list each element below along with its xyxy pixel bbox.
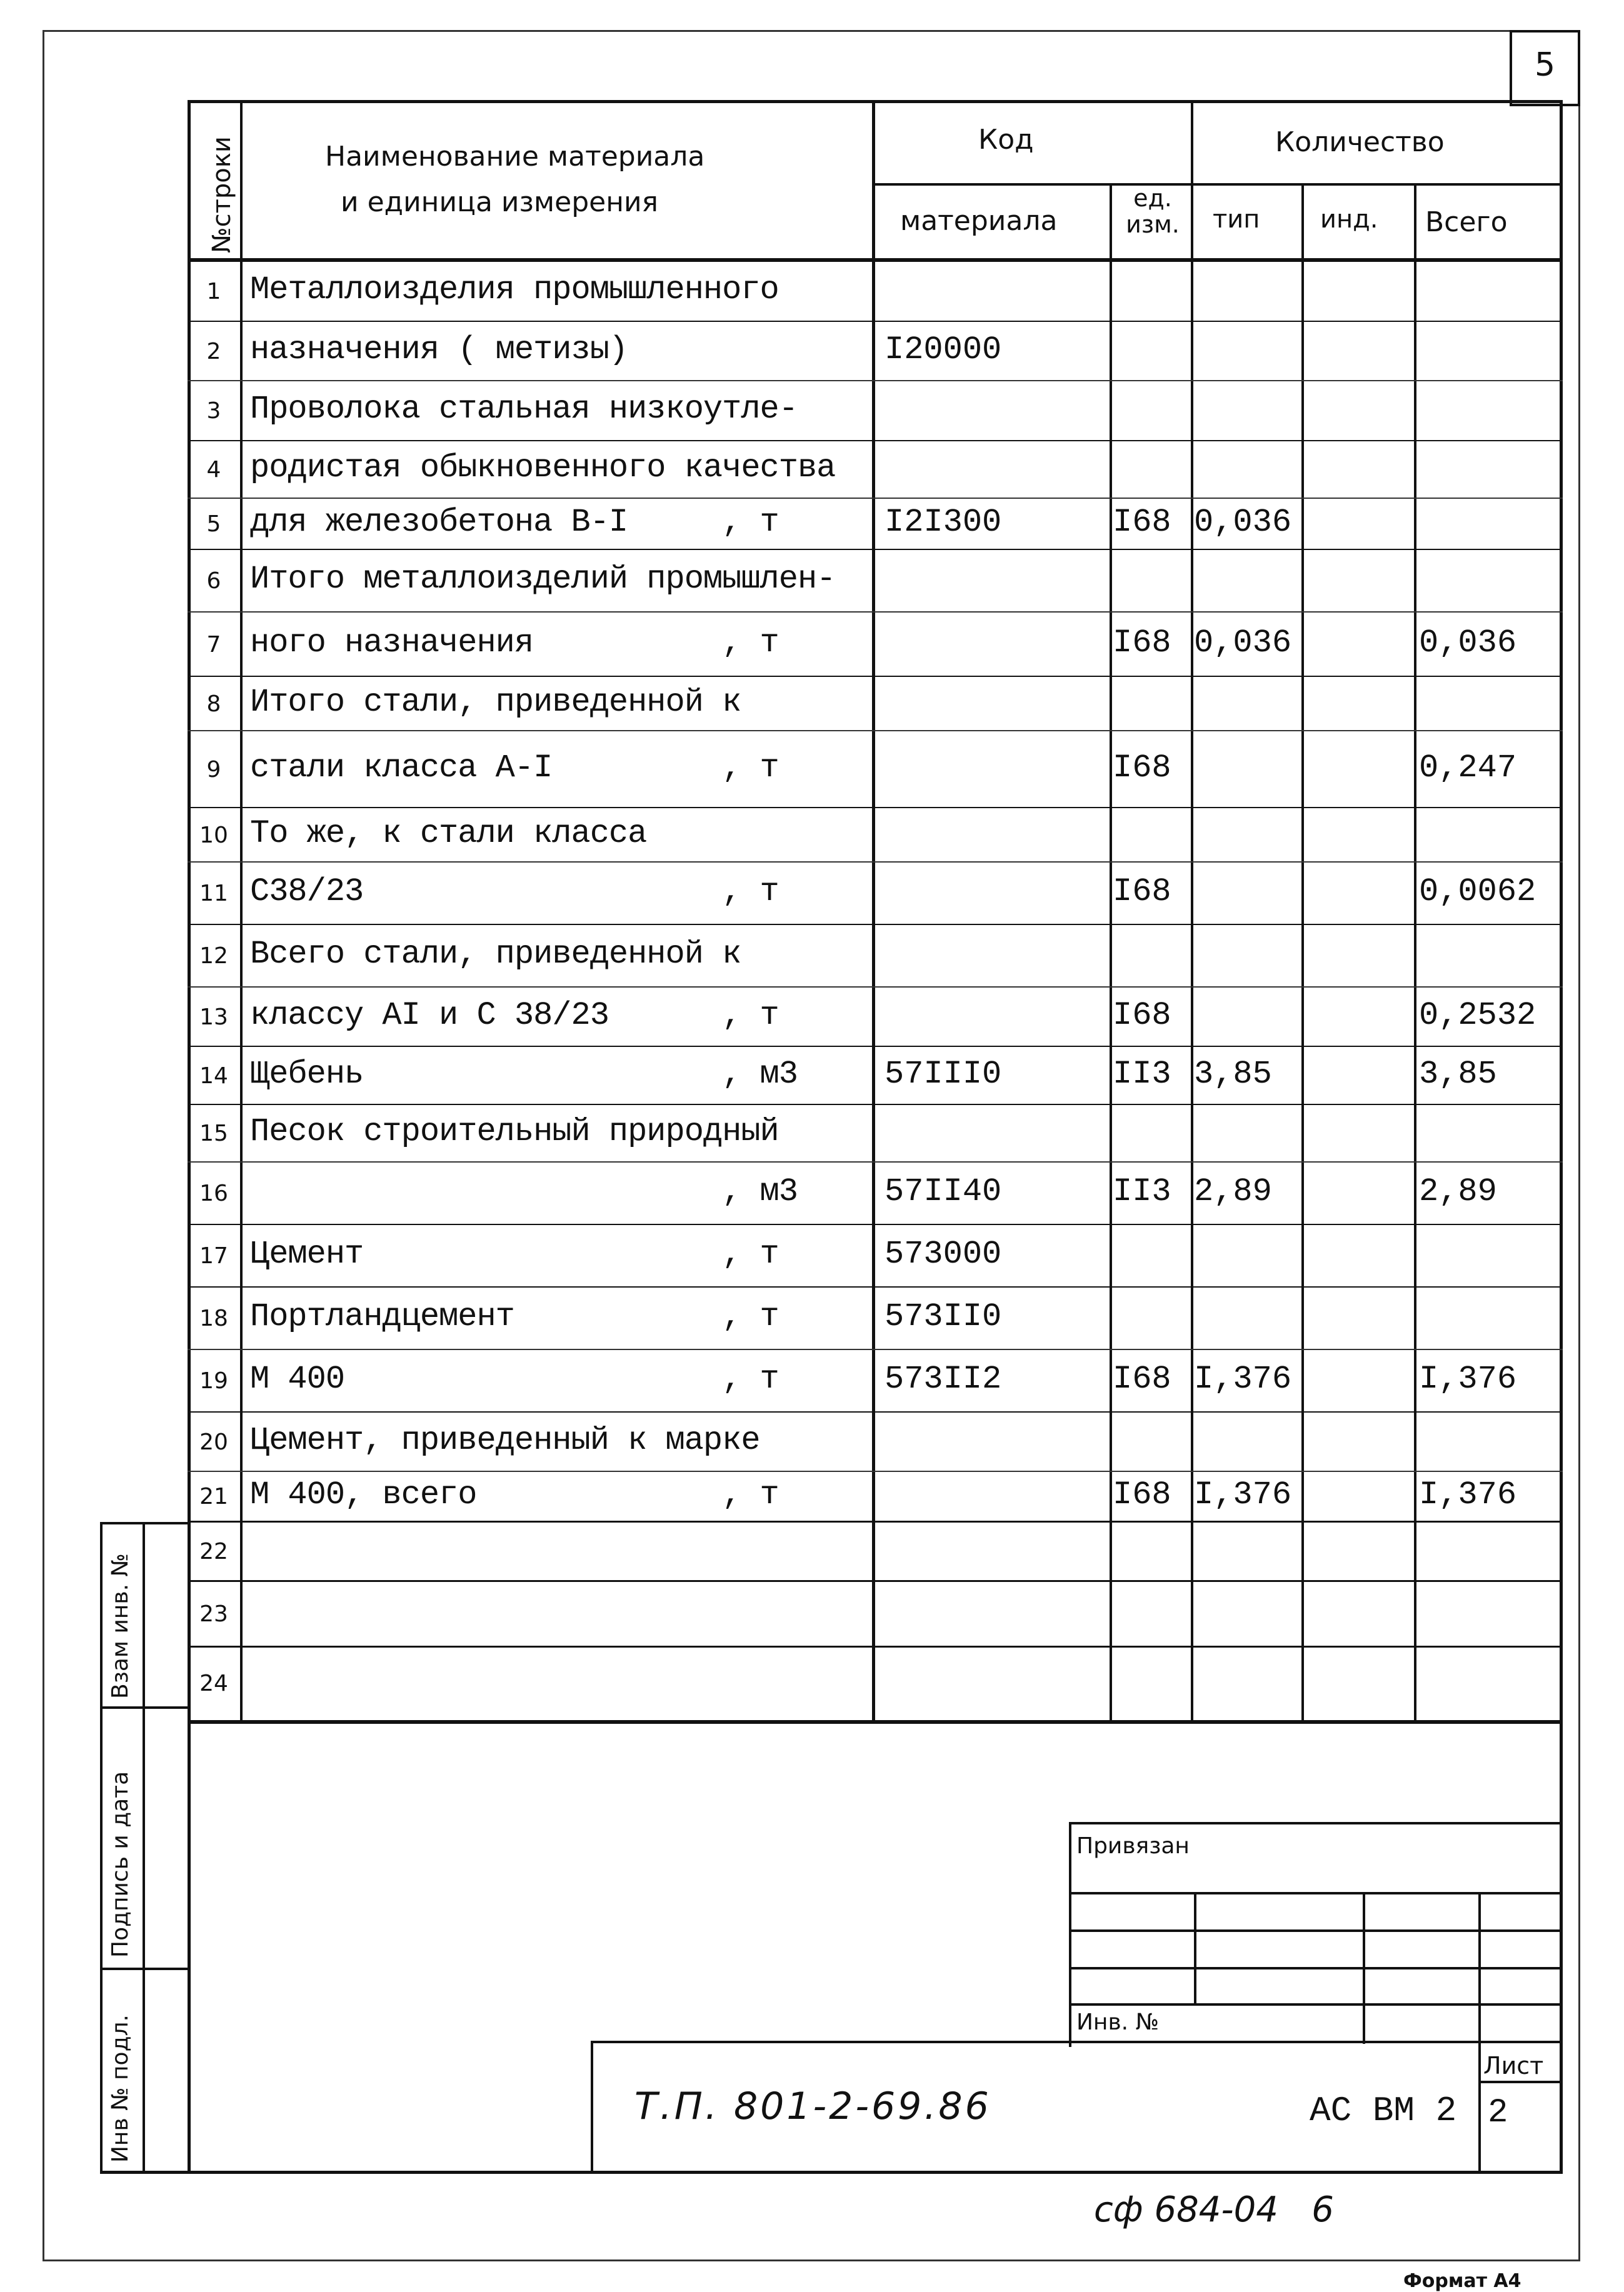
row-number: 22 [199,1538,228,1564]
row-name: Итого металлоизделий промышлен- [250,563,836,596]
row-total: 0,036 [1419,626,1517,659]
row-name: для железобетона В-I , т [250,506,779,539]
row-code: 573II2 [885,1363,1002,1396]
header-qty-ind: инд. [1320,205,1378,234]
table-row [0,1647,1624,1720]
row-type: 0,036 [1194,506,1292,539]
row-name: Щебень , м3 [250,1058,798,1091]
row-name: Всего стали, приведенной к [250,938,741,971]
row-code: 57III0 [885,1058,1002,1091]
row-total: 2,89 [1419,1176,1497,1208]
row-name: ного назначения , т [250,626,779,659]
row-name: Проволока стальная низкоутле- [250,393,798,426]
row-type: 0,036 [1194,626,1292,659]
header-qty-total: Всего [1425,206,1508,238]
row-name: назначения ( метизы) [250,333,628,366]
row-number: 3 [206,398,221,424]
row-total: 0,0062 [1419,876,1536,908]
row-unit: I68 [1113,999,1171,1032]
row-name: М 400, всего , т [250,1479,779,1511]
row-type: I,376 [1194,1479,1292,1511]
footer-format: Формат А4 [1403,2270,1521,2292]
row-number: 13 [199,1004,228,1030]
header-qty-group: Количество [1275,126,1445,158]
row-unit: I68 [1113,506,1171,539]
table-row [0,1581,1624,1647]
row-type: I,376 [1194,1363,1292,1396]
row-number: 1 [206,279,221,304]
header-code-group: Код [978,124,1034,156]
row-number: 18 [199,1306,228,1331]
row-code: I2I300 [885,506,1002,539]
row-total: I,376 [1419,1479,1517,1511]
row-name: Металлоизделия промышленного [250,274,779,306]
row-unit: I68 [1113,876,1171,908]
title-sheet-label: Лист [1483,2052,1544,2079]
row-type: 2,89 [1194,1176,1272,1208]
row-number: 4 [206,457,221,483]
page-number: 5 [1534,46,1556,84]
privyazan-inv-no: Инв. № [1076,2009,1160,2035]
row-number: 5 [206,511,221,537]
row-number: 12 [199,943,228,969]
row-name: Портландцемент , т [250,1301,779,1333]
row-unit: II3 [1113,1176,1171,1208]
title-mark: АС ВМ 2 [1310,2091,1457,2131]
row-name: родистая обыкновенного качества [250,452,836,484]
row-number: 2 [206,338,221,364]
row-number: 20 [199,1429,228,1455]
row-number: 24 [199,1670,228,1696]
row-name: классу АI и С 38/23 , т [250,999,779,1032]
header-row-number: №строки [208,136,236,253]
row-number: 23 [199,1601,228,1627]
row-number: 10 [199,822,228,848]
row-number: 14 [199,1063,228,1089]
header-name-line2: и единица измерения [341,186,659,218]
title-sheet-value: 2 [1488,2094,1508,2132]
row-number: 6 [206,568,221,594]
footer-handwritten-ref: сф 684-04 6 [1094,2189,1334,2230]
header-code-material: материала [900,205,1058,237]
row-number: 11 [199,881,228,906]
side-stamp-vzam-inv: Взам инв. № [108,1553,133,1699]
header-qty-type: тип [1213,205,1260,234]
row-name: То же, к стали класса [250,817,647,850]
row-unit: I68 [1113,626,1171,659]
header-name-line1: Наименование материала [325,141,705,173]
row-name: С38/23 , т [250,876,779,908]
row-total: 0,247 [1419,751,1517,784]
row-number: 16 [199,1181,228,1206]
row-code: 573II0 [885,1301,1002,1333]
row-number: 8 [206,691,221,717]
row-unit: II3 [1113,1058,1171,1091]
row-total: 0,2532 [1419,999,1536,1032]
row-type: 3,85 [1194,1058,1272,1091]
row-unit: I68 [1113,751,1171,784]
side-stamp-inv-podl: Инв № подл. [108,2014,133,2163]
row-name: Итого стали, приведенной к [250,686,741,719]
row-code: I20000 [885,333,1002,366]
row-name: Песок строительный природный [250,1116,779,1148]
privyazan-block [1069,1822,1563,2044]
header-code-unit: ед. изм. [1126,184,1180,238]
row-name: стали класса А-I , т [250,751,779,784]
privyazan-label: Привязан [1076,1833,1190,1859]
row-name: М 400 , т [250,1363,779,1396]
table-row [0,1522,1624,1581]
row-unit: I68 [1113,1479,1171,1511]
row-code: 573000 [885,1238,1002,1271]
row-total: I,376 [1419,1363,1517,1396]
row-total: 3,85 [1419,1058,1497,1091]
row-number: 17 [199,1243,228,1269]
row-number: 15 [199,1121,228,1146]
row-number: 21 [199,1484,228,1509]
row-name: Цемент, приведенный к марке [250,1424,760,1457]
side-stamp-podpis-data: Подпись и дата [108,1771,133,1958]
row-number: 7 [206,631,221,658]
row-name: , м3 [250,1176,798,1208]
title-doc-code: Т.П. 801-2-69.86 [634,2084,991,2128]
row-number: 9 [206,756,221,783]
row-number: 19 [199,1368,228,1394]
title-block [591,2041,1563,2173]
row-unit: I68 [1113,1363,1171,1396]
row-name: Цемент , т [250,1238,779,1271]
row-code: 57II40 [885,1176,1002,1208]
